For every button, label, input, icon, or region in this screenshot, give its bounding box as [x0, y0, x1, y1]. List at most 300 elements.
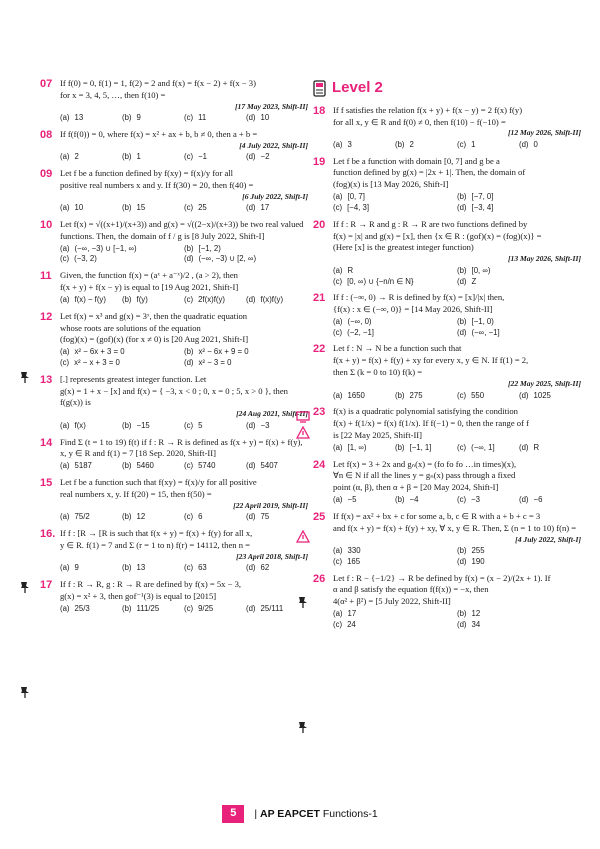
- question-line: Let f be a function with domain [0, 7] and g be a: [333, 155, 500, 166]
- exam-reference: [13 May 2026, Shift-II]: [508, 254, 581, 264]
- option-label: (c): [184, 563, 194, 573]
- question-line: f(x) + f(1/x) = f(x) f(1/x). If f(−1) = 0, then the range of f: [333, 418, 529, 429]
- option-value: −4: [409, 495, 419, 505]
- question-head: [40, 219, 308, 243]
- question-text: [333, 406, 581, 442]
- page-footer: [0, 803, 600, 825]
- option: [122, 113, 184, 124]
- question-head: [313, 343, 581, 389]
- option-value: (−∞, 1]: [471, 442, 495, 452]
- option-label: (b): [122, 113, 132, 123]
- options: [313, 495, 581, 506]
- option-label: (d): [457, 327, 467, 337]
- option-value: −3: [471, 495, 480, 505]
- exam-reference: [22 May 2025, Shift-II]: [508, 379, 581, 389]
- option-label: (d): [246, 461, 256, 471]
- question-number: 24: [313, 458, 326, 471]
- option-value: (−∞, −1]: [471, 327, 500, 337]
- question-number: 20: [313, 218, 326, 231]
- option: [122, 563, 184, 574]
- option-label: (a): [60, 203, 70, 213]
- question-text: [333, 511, 581, 545]
- option-label: (a): [60, 243, 70, 253]
- option-label: (a): [333, 192, 343, 202]
- options: [40, 347, 308, 369]
- options: [40, 295, 308, 306]
- option-value: x² − 6x + 3 = 0: [74, 347, 125, 357]
- option-value: [0, ∞): [471, 265, 491, 275]
- option: [333, 620, 457, 631]
- option-label: (d): [184, 357, 194, 367]
- option-label: (c): [184, 203, 194, 213]
- option: [246, 563, 308, 574]
- question-number: 17: [40, 578, 53, 591]
- question-line: positive real numbers x and y. If f(30) = 20, then f(40) =: [60, 179, 254, 190]
- question-line: whose roots are solutions of the equation: [60, 322, 201, 333]
- option: [60, 563, 122, 574]
- option-label: (d): [519, 442, 529, 452]
- option: [60, 244, 184, 255]
- question-head: [40, 129, 308, 151]
- question-line: If f : [R → [R is such that f(x + y) = f(x) + f(y) for all x,: [60, 527, 253, 538]
- question-number: 23: [313, 406, 326, 419]
- options: [40, 604, 308, 615]
- question-line: f(x) is a quadratic polynomial satisfying the condition: [333, 406, 518, 417]
- option-label: (c): [184, 152, 194, 162]
- option-value: 5407: [260, 461, 278, 471]
- option-value: f(y): [136, 294, 148, 304]
- option-label: (c): [333, 556, 343, 566]
- question-18: [313, 105, 581, 151]
- question-15: [40, 477, 308, 523]
- question-number: 16.: [40, 527, 56, 540]
- exam-reference: [6 July 2022, Shift-I]: [242, 191, 308, 201]
- question-head: [40, 311, 308, 347]
- option-label: (a): [333, 316, 343, 326]
- question-head: [40, 528, 308, 562]
- question-line: If f : (−∞, 0) → R is defined by f(x) = [x]/|x| then,: [333, 292, 505, 303]
- option: [333, 391, 395, 402]
- option-label: (d): [457, 619, 467, 629]
- option-value: 15: [136, 203, 146, 213]
- option-label: (a): [333, 139, 343, 149]
- options: [313, 546, 581, 568]
- question-line: real numbers x, y. If f(20) = 15, then f(50) =: [60, 488, 212, 499]
- options: [40, 113, 308, 124]
- question-line: If f(f(0)) = 0, where f(x) = x² + ax + b, b ≠ 0, then a + b =: [60, 128, 258, 139]
- question-line: (fog)(x) is [13 May 2026, Shift-I]: [333, 179, 449, 190]
- option-value: 190: [471, 556, 485, 566]
- option: [184, 152, 246, 163]
- option-label: (b): [457, 265, 467, 275]
- option-label: (c): [184, 294, 194, 304]
- option-value: [0, 7]: [347, 192, 365, 202]
- question-number: 22: [313, 343, 326, 356]
- question-text: [60, 579, 308, 603]
- option-label: (b): [184, 243, 194, 253]
- option: [60, 152, 122, 163]
- option-value: (−∞, 0): [347, 316, 372, 326]
- option-label: (b): [122, 563, 132, 573]
- option: [60, 113, 122, 124]
- option: [60, 295, 122, 306]
- option-label: (c): [333, 327, 343, 337]
- question-line: f(x + y) = f(x) + f(y) + xy for every x, y ∈ N. If f(1) = 2,: [333, 355, 529, 366]
- option-label: (b): [457, 192, 467, 202]
- question-line: point (α, β), then α + β = [20 May 2024, Shift-I]: [333, 482, 499, 493]
- option: [333, 557, 457, 568]
- question-head: [313, 292, 581, 316]
- option-label: (b): [395, 139, 405, 149]
- question-number: 12: [40, 310, 53, 323]
- question-number: 13: [40, 373, 53, 386]
- question-line: Let f : N → N be a function such that: [333, 343, 462, 354]
- option-label: (d): [246, 603, 256, 613]
- option-value: 1650: [347, 390, 365, 400]
- question-line: (fog)(x) = (gof)(x) (for x ≠ 0) is [20 Aug 2021, Shift-I]: [60, 334, 249, 345]
- option-value: 5: [198, 420, 203, 430]
- option: [184, 461, 246, 472]
- question-head: [313, 459, 581, 495]
- level-heading: [313, 78, 581, 99]
- option-value: x² − 6x + 9 = 0: [198, 347, 249, 357]
- option-value: 63: [198, 563, 207, 573]
- question-24: [313, 459, 581, 506]
- question-number: 15: [40, 476, 53, 489]
- options: [313, 266, 581, 288]
- option-value: −6: [533, 495, 543, 505]
- option-value: (−2, −1]: [347, 327, 374, 337]
- option: [333, 277, 457, 288]
- question-line: ∀n ∈ N if all the lines y = gₙ(x) pass through a fixed: [333, 470, 516, 481]
- option-label: (b): [122, 294, 132, 304]
- options: [40, 461, 308, 472]
- question-head: [40, 168, 308, 202]
- question-11: [40, 270, 308, 305]
- option-label: (d): [246, 113, 256, 123]
- option-value: −2: [260, 152, 270, 162]
- option: [457, 391, 519, 402]
- exam-reference: [12 May 2026, Shift-II]: [508, 128, 581, 138]
- question-line: g(x) = x² + 3, then gof⁻¹(3) is equal to [2015]: [60, 590, 217, 601]
- question-13: [40, 374, 308, 432]
- question-head: [313, 156, 581, 192]
- option-value: 111/25: [136, 603, 160, 613]
- options: [40, 563, 308, 574]
- option-value: (−∞, −3) ∪ [−1, ∞): [74, 243, 137, 253]
- option-value: 75: [260, 512, 270, 522]
- option-value: 13: [136, 563, 146, 573]
- question-line: If f(0) = 0, f(1) = 1, f(2) = 2 and f(x) = f(x − 2) + f(x − 3): [60, 78, 256, 88]
- question-text: [333, 156, 581, 192]
- question-head: [313, 573, 581, 609]
- option-label: (b): [122, 420, 132, 430]
- question-head: [313, 105, 581, 139]
- question-line: f(x) = |x| and g(x) = [x], then {x ∈ R : (gof)(x) = (fog)(x)} =: [333, 230, 542, 241]
- option-label: (d): [457, 556, 467, 566]
- question-line: (Here [x] is the greatest integer function): [333, 242, 474, 253]
- option: [457, 140, 519, 151]
- option-label: (c): [60, 254, 70, 264]
- option: [60, 512, 122, 523]
- question-line: for x = 3, 4, 5, …, then f(10) =: [60, 89, 166, 100]
- option: [333, 546, 457, 557]
- warning-icon: [296, 426, 310, 440]
- option-label: (b): [122, 461, 132, 471]
- question-number: 25: [313, 510, 326, 523]
- option: [122, 461, 184, 472]
- option: [333, 495, 395, 506]
- question-19: [313, 156, 581, 214]
- exam-reference: [22 April 2019, Shift-II]: [233, 500, 308, 510]
- options: [313, 192, 581, 214]
- question-head: [40, 477, 308, 511]
- options: [313, 609, 581, 631]
- question-line: Let f : R − {−1/2} → R be defined by f(x) = (x − 2)/(2x + 1). If: [333, 572, 551, 583]
- option-label: (c): [333, 619, 343, 629]
- question-text: [60, 311, 308, 347]
- pushpin-icon: [18, 580, 32, 594]
- option: [184, 421, 246, 432]
- option-value: 1025: [533, 390, 551, 400]
- option-label: (b): [122, 152, 132, 162]
- question-head: [313, 511, 581, 545]
- option: [184, 295, 246, 306]
- option-value: 9: [74, 563, 79, 573]
- level-title: Level 2: [332, 79, 383, 96]
- option: [184, 254, 308, 265]
- option-label: (d): [184, 254, 194, 264]
- question-number: 18: [313, 104, 326, 117]
- option: [457, 546, 581, 557]
- option-value: 2: [74, 152, 79, 162]
- options: [313, 140, 581, 151]
- question-head: [40, 374, 308, 420]
- option-value: 5740: [198, 461, 216, 471]
- monitor-icon: [296, 410, 310, 424]
- option-label: (a): [60, 347, 70, 357]
- option-value: 2: [409, 139, 414, 149]
- option-value: 5187: [74, 461, 92, 471]
- question-line: is [22 May 2025, Shift-II]: [333, 429, 423, 440]
- option-value: 550: [471, 390, 485, 400]
- left-column: [40, 78, 308, 619]
- option: [519, 443, 581, 454]
- question-line: α and β satisfy the equation f(f(x)) = −x, then: [333, 584, 489, 595]
- option-value: 12: [471, 609, 481, 619]
- question-line: Let f(x) = x³ and g(x) = 3ˣ, then the quadratic equation: [60, 310, 248, 321]
- option-value: 275: [409, 390, 423, 400]
- question-number: 07: [40, 78, 53, 90]
- page-number: 5: [222, 805, 244, 823]
- option: [333, 609, 457, 620]
- option-value: 9: [136, 113, 141, 123]
- warning-icon: [296, 530, 310, 544]
- question-text: [60, 477, 308, 511]
- option-value: −1: [198, 152, 207, 162]
- exam-reference: [17 May 2023, Shift-II]: [235, 101, 308, 111]
- option: [184, 113, 246, 124]
- option: [395, 443, 457, 454]
- option-label: (a): [60, 294, 70, 304]
- question-text: [333, 459, 581, 495]
- option: [60, 604, 122, 615]
- option: [246, 295, 308, 306]
- question-head: [313, 406, 581, 442]
- option-value: −3: [260, 420, 270, 430]
- question-line: {f(x) : x ∈ (−∞, 0)} = [14 May 2026, Shift-II]: [333, 304, 493, 315]
- question-16: [40, 528, 308, 574]
- option: [246, 512, 308, 523]
- option: [122, 604, 184, 615]
- question-text: [60, 270, 308, 294]
- question-text: [60, 219, 308, 243]
- option-label: (a): [60, 512, 70, 522]
- option: [184, 347, 308, 358]
- question-line: Let f(x) = 3 + 2x and gₙ(x) = (fo fo fo …in times)(x),: [333, 458, 517, 469]
- option: [246, 461, 308, 472]
- option-label: (c): [184, 461, 194, 471]
- footer-separator: |: [254, 807, 258, 820]
- question-07: [40, 78, 308, 124]
- question-line: and f(x + y) = f(x) + f(y) + xy, ∀ x, y ∈ R. Then, Σ (n = 1 to 10) f(n) =: [333, 522, 577, 533]
- option-value: [−1, 1]: [409, 442, 432, 452]
- question-line: If f satisfies the relation f(x + y) + f(x − y) = 2 f(x) f(y): [333, 104, 523, 115]
- question-line: 4(α² + β²) = [5 July 2022, Shift-II]: [333, 596, 451, 607]
- option: [333, 192, 457, 203]
- option-label: (b): [395, 442, 405, 452]
- option-label: (d): [246, 512, 256, 522]
- question-head: [313, 219, 581, 265]
- option-label: (a): [60, 461, 70, 471]
- question-text: [60, 528, 308, 562]
- option-value: (−3, 2): [74, 254, 97, 264]
- question-line: x, y ∈ R and f(1) = 7 [18 Sep. 2020, Shift-II]: [60, 448, 217, 459]
- option: [457, 443, 519, 454]
- options: [40, 421, 308, 432]
- option-value: 75/2: [74, 512, 90, 522]
- question-22: [313, 343, 581, 401]
- option-label: (d): [457, 202, 467, 212]
- option: [122, 203, 184, 214]
- option: [519, 495, 581, 506]
- option-value: x² − x + 3 = 0: [74, 357, 120, 367]
- option-label: (d): [246, 420, 256, 430]
- option-label: (c): [457, 390, 467, 400]
- option: [457, 557, 581, 568]
- options: [40, 512, 308, 523]
- option-label: (d): [246, 294, 256, 304]
- option: [246, 203, 308, 214]
- option-value: 10: [260, 113, 270, 123]
- option-value: [−1, 2): [198, 243, 221, 253]
- option: [60, 203, 122, 214]
- footer-title: [254, 807, 377, 821]
- option-label: (c): [457, 442, 467, 452]
- option: [457, 266, 581, 277]
- option-label: (a): [333, 390, 343, 400]
- option-value: 25/111: [260, 603, 284, 613]
- options: [40, 203, 308, 214]
- question-line: Let f(x) = √((x+1)/(x+3)) and g(x) = √((2−x)/(x+3)) be two real valued: [60, 218, 304, 229]
- question-17: [40, 579, 308, 614]
- option-label: (b): [122, 603, 132, 613]
- option-value: [0, ∞) ∪ {−n/n ∈ N}: [347, 276, 414, 286]
- option-value: 165: [347, 556, 361, 566]
- option: [60, 461, 122, 472]
- book-icon: [313, 80, 327, 97]
- question-text: [60, 374, 308, 420]
- option: [457, 328, 581, 339]
- question-number: 21: [313, 292, 326, 305]
- question-line: functions. Then, the domain of f / g is [8 July 2022, Shift-I]: [60, 230, 265, 241]
- option: [60, 421, 122, 432]
- question-number: 09: [40, 168, 53, 181]
- question-line: then Σ (k = 0 to 10) f(k) =: [333, 367, 423, 378]
- option-value: 25: [198, 203, 207, 213]
- question-line: function defined by g(x) = |2x + 1|. Then, the domain of: [333, 167, 526, 178]
- question-10: [40, 219, 308, 265]
- option: [184, 563, 246, 574]
- option: [519, 140, 581, 151]
- option-label: (a): [60, 152, 70, 162]
- option: [122, 421, 184, 432]
- option-value: −5: [347, 495, 357, 505]
- option-value: 12: [136, 512, 146, 522]
- option-label: (a): [333, 265, 343, 275]
- question-line: If f : R → R, g : R → R are defined by f(x) = 5x − 3,: [60, 578, 242, 589]
- question-23: [313, 406, 581, 453]
- option-value: f(x): [74, 420, 86, 430]
- question-text: [60, 437, 308, 461]
- option: [457, 620, 581, 631]
- option-value: Z: [471, 276, 477, 286]
- option-label: (b): [395, 495, 405, 505]
- option-label: (c): [184, 420, 194, 430]
- option: [122, 295, 184, 306]
- question-line: y ∈ R. f(1) = 7 and Σ (r = 1 to n) f(r) = 14112, then n =: [60, 539, 251, 550]
- option: [333, 317, 457, 328]
- option-value: 9/25: [198, 603, 214, 613]
- footer-book: AP EAPCET: [259, 807, 320, 820]
- question-text: [60, 168, 308, 202]
- option-label: (d): [246, 563, 256, 573]
- option-value: 10: [74, 203, 84, 213]
- option-label: (a): [333, 609, 343, 619]
- pushpin-icon: [296, 595, 310, 609]
- option-label: (c): [184, 512, 194, 522]
- question-text: [333, 105, 581, 139]
- question-21: [313, 292, 581, 338]
- question-number: 14: [40, 436, 53, 449]
- option: [457, 277, 581, 288]
- option: [184, 512, 246, 523]
- option: [457, 192, 581, 203]
- option-value: 3: [347, 139, 352, 149]
- option-label: (c): [333, 202, 343, 212]
- question-20: [313, 219, 581, 288]
- question-14: [40, 437, 308, 472]
- option: [457, 495, 519, 506]
- option: [333, 328, 457, 339]
- option: [246, 152, 308, 163]
- options: [40, 152, 308, 163]
- option: [333, 203, 457, 214]
- footer-chapter: Functions-1: [322, 807, 378, 820]
- pushpin-icon: [18, 370, 32, 384]
- option-label: (b): [457, 546, 467, 556]
- option: [519, 391, 581, 402]
